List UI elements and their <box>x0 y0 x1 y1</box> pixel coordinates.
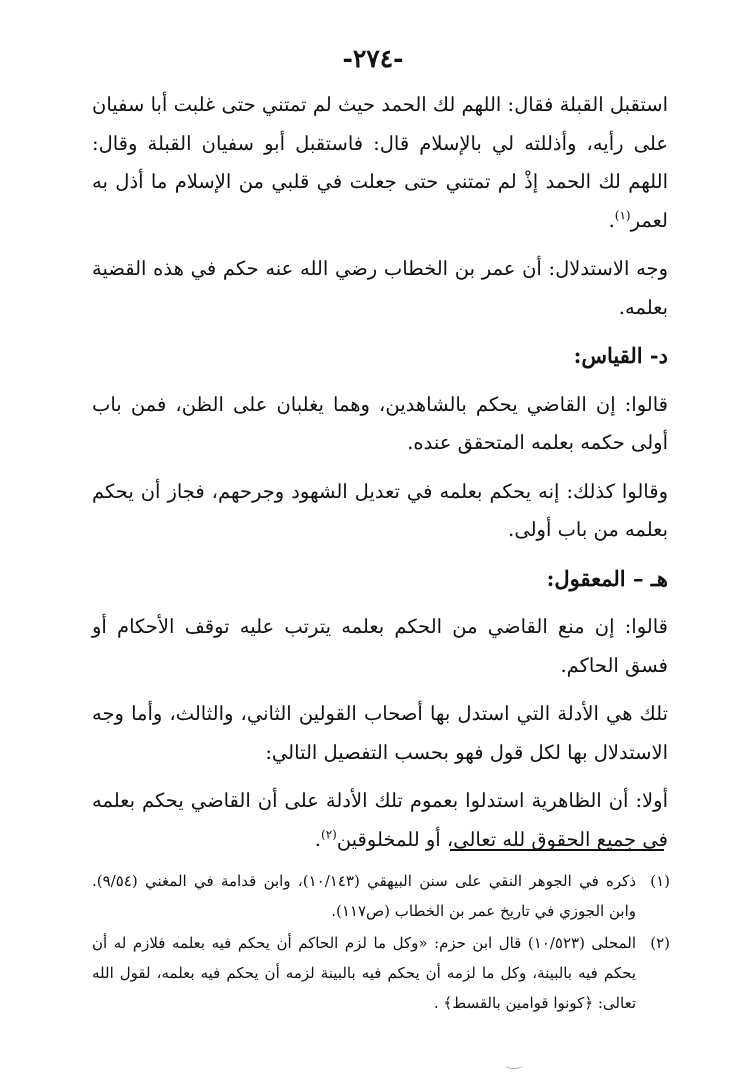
paragraph-text: أولا: أن الظاهرية استدلوا بعموم تلك الأدلة على أن القاضي يحكم بعلمه في جميع الحقوق لله تعالى، أو للمخلوقين <box>92 789 668 851</box>
paragraph-maqul: قالوا: إن منع القاضي من الحكم بعلمه يترتب عليه توقف الأحكام أو فسق الحاكم. <box>92 615 668 677</box>
paragraph-umar-quote <box>92 86 668 240</box>
heading-maqul: هـ – المعقول: <box>546 565 668 591</box>
footnote-ref-2: (٢) <box>321 827 337 841</box>
paragraph-end: . <box>314 827 321 851</box>
paragraph-qiyas-1: قالوا: إن القاضي يحكم بالشاهدين، وهما يغلبان على الظن، فمن باب أولى حكمه بعلمه المتحقق عنده. <box>92 392 668 454</box>
footnote-number: (١) <box>650 872 670 890</box>
paragraph-text: استقبل القبلة فقال: اللهم لك الحمد حيث لم تمتني حتى غلبت أبا سفيان على رأيه، وأذللته لي بالإسلام قال: فاستقبل أبو سفيان القبلة وقال: اللهم لك الحمد إذْ لم تمتني حتى جعلت في قلبي من الإسلام ما أذل به لعمر <box>92 93 668 232</box>
paragraph-end: . <box>608 208 615 232</box>
heading-qiyas: د- القياس: <box>573 343 668 368</box>
footnote-text: ذكره في الجوهر النقي على سنن البيهقي (١٠/١٤٣)، وابن قدامة في المغني (٩/٥٤). وابن الجوزي في تاريخ عمر بن الخطاب (ص١١٧). <box>92 872 637 920</box>
paragraph-evidence-summary: تلك هي الأدلة التي استدل بها أصحاب القولين الثاني، والثالث، وأما وجه الاستدلال بها لكل قول فهو بحسب التفصيل التالي: <box>92 702 668 764</box>
paragraph-qiyas-2: وقالوا كذلك: إنه يحكم بعلمه في تعديل الشهود وجرحهم، فجاز أن يحكم بعلمه من باب أولى. <box>92 479 668 541</box>
footnote-number: (٢) <box>650 934 670 952</box>
footnote-ref-1: (١) <box>614 208 631 222</box>
footnote-2 <box>92 928 670 1018</box>
scan-mark <box>505 1062 523 1069</box>
footnote-1 <box>92 866 670 926</box>
body-text <box>92 86 668 869</box>
paragraph-inference: وجه الاستدلال: أن عمر بن الخطاب رضي الله عنه حكم في هذه القضية بعلمه. <box>92 257 668 319</box>
page-number: -٢٧٤- <box>342 44 404 73</box>
footnote-separator <box>450 849 664 851</box>
paragraph-first-point <box>92 782 668 859</box>
footnotes <box>92 866 670 1020</box>
footnote-text: المحلى (١٠/٥٢٣) قال ابن حزم: «وكل ما لزم الحاكم أن يحكم فيه بعلمه فلازم له أن يحكم فيه بالبينة، وكل ما لزمه أن يحكم فيه بالبينة لزمه أن يحكم فيه بعلمه، لقول الله تعالى: ﴿كونوا قوامين بالقسط﴾ . <box>92 934 636 1012</box>
